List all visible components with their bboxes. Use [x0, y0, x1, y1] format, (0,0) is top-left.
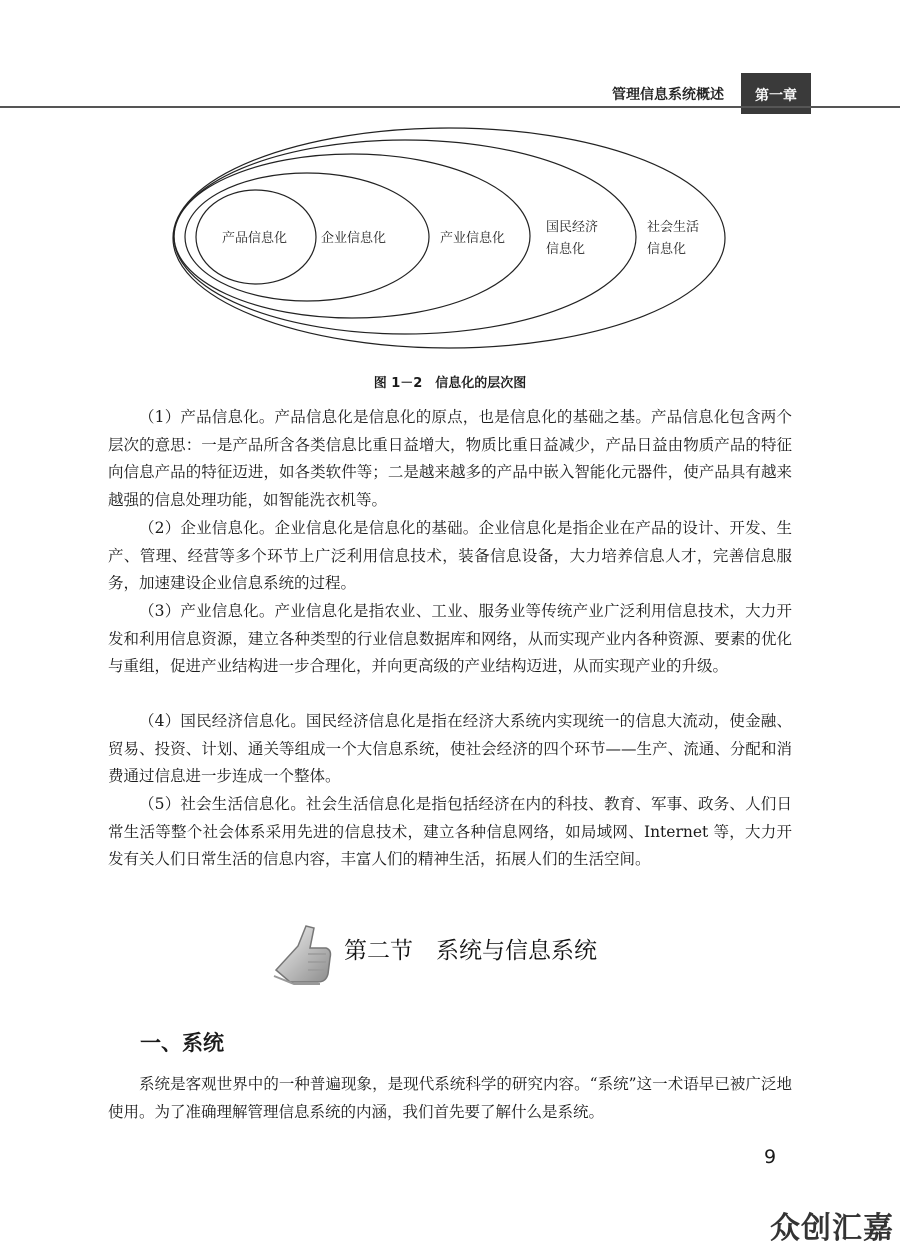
label-product: 产品信息化	[222, 231, 288, 246]
running-header-title: 管理信息系统概述	[612, 87, 724, 103]
label-national-line2: 信息化	[546, 242, 586, 257]
label-enterprise: 企业信息化	[321, 231, 387, 246]
label-industry: 产业信息化	[440, 231, 506, 246]
paragraph-product: （1）产品信息化。产品信息化是信息化的原点，也是信息化的基础之基。产品信息化包含两个层次的意思：一是产品所含各类信息比重日益增大，物质比重日益减少，产品日益由物质产品的特征向信息产品的特征迈进，如各类软件等；二是越来越多的产品中嵌入智能化元器件，使产品具有越来越强的信息处理功能，如智能洗衣机等。	[108, 408, 792, 509]
figure-caption: 图 1－2 信息化的层次图	[373, 376, 527, 391]
label-social-line2: 信息化	[647, 242, 687, 257]
paragraph-industry: （3）产业信息化。产业信息化是指农业、工业、服务业等传统产业广泛利用信息技术，大力开发和利用信息资源，建立各种类型的行业信息数据库和网络，从而实现产业内各种资源、要素的优化与重组，促进产业结构进一步合理化，并向更高级的产业结构迈进，从而实现产业的升级。	[108, 602, 792, 676]
informatization-hierarchy-diagram	[0, 120, 900, 365]
page-number: 9	[764, 1146, 777, 1168]
chapter-tab: 第一章	[741, 73, 811, 114]
watermark-logo: 众创汇嘉	[770, 1211, 894, 1246]
label-social-line1: 社会生活	[647, 220, 700, 235]
hand-pointer-icon	[268, 918, 340, 990]
paragraph-system-intro: 系统是客观世界中的一种普遍现象，是现代系统科学的研究内容。“系统”这一术语早已被广泛地使用。为了准确理解管理信息系统的内涵，我们首先要了解什么是系统。	[108, 1075, 792, 1121]
section-heading	[268, 918, 340, 990]
paragraph-enterprise: （2）企业信息化。企业信息化是信息化的基础。企业信息化是指企业在产品的设计、开发、生产、管理、经营等多个环节上广泛利用信息技术，装备信息设备，大力培养信息人才，完善信息服务，加速建设企业信息系统的过程。	[108, 519, 792, 593]
header-rule	[0, 106, 900, 108]
paragraph-social: （5）社会生活信息化。社会生活信息化是指包括经济在内的科技、教育、军事、政务、人们日常生活等整个社会体系采用先进的信息技术，建立各种信息网络，如局域网、Internet 等，大力开发有关人们日常生活的信息内容，丰富人们的精神生活，拓展人们的生活空间。	[108, 795, 792, 869]
subsection-title: 一、系统	[140, 1031, 224, 1055]
paragraph-national: （4）国民经济信息化。国民经济信息化是指在经济大系统内实现统一的信息大流动，使金融、贸易、投资、计划、通关等组成一个大信息系统，使社会经济的四个环节——生产、流通、分配和消费通过信息进一步连成一个整体。	[108, 712, 792, 786]
label-national-line1: 国民经济	[546, 220, 599, 235]
section-title: 第二节 系统与信息系统	[344, 938, 597, 964]
